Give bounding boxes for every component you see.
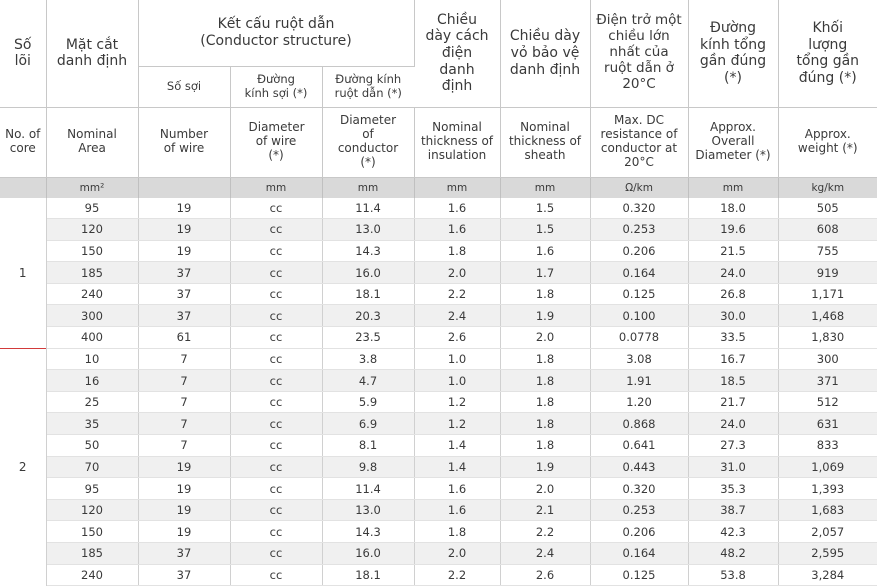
dia-cond-cell: 18.1 [322,564,414,586]
insulation-cell: 1.8 [414,521,500,543]
unit-overall-dia: mm [688,177,778,198]
dia-cond-cell: 23.5 [322,327,414,349]
dia-wire-cell: cc [230,564,322,586]
area-cell: 16 [46,370,138,392]
weight-cell: 1,069 [778,456,877,478]
table-row [0,305,877,327]
dia-cond-cell: 6.9 [322,413,414,435]
area-cell: 300 [46,305,138,327]
area-cell: 95 [46,478,138,500]
num-wire-cell: 7 [138,413,230,435]
header-dia-wire-en: Diameter of wire (*) [230,107,322,177]
table-row [0,240,877,262]
header-insulation-en: Nominal thickness of insulation [414,107,500,177]
sheath-cell: 1.8 [500,370,590,392]
table-row [0,435,877,457]
area-cell: 185 [46,262,138,284]
insulation-cell: 1.6 [414,478,500,500]
dia-wire-cell: cc [230,327,322,349]
header-overall-dia-vi: Đường kính tổng gần đúng (*) [688,0,778,107]
dia-cond-cell: 16.0 [322,543,414,565]
overall-dia-cell: 31.0 [688,456,778,478]
dia-wire-cell: cc [230,348,322,370]
overall-dia-cell: 30.0 [688,305,778,327]
num-wire-cell: 37 [138,305,230,327]
dia-cond-cell: 16.0 [322,262,414,284]
header-area-en: Nominal Area [46,107,138,177]
insulation-cell: 2.0 [414,262,500,284]
resistance-cell: 0.100 [590,305,688,327]
weight-cell: 2,057 [778,521,877,543]
dia-wire-cell: cc [230,219,322,241]
unit-area: mm² [46,177,138,198]
table-row [0,478,877,500]
weight-cell: 755 [778,240,877,262]
overall-dia-cell: 27.3 [688,435,778,457]
unit-sheath: mm [500,177,590,198]
resistance-cell: 1.91 [590,370,688,392]
area-cell: 150 [46,240,138,262]
dia-wire-cell: cc [230,370,322,392]
insulation-cell: 1.4 [414,456,500,478]
num-wire-cell: 19 [138,521,230,543]
dia-cond-cell: 14.3 [322,521,414,543]
header-structure: Kết cấu ruột dẫn (Conductor structure) [138,0,414,66]
table-row [0,262,877,284]
unit-resistance: Ω/km [590,177,688,198]
header-num-wire-en: Number of wire [138,107,230,177]
dia-cond-cell: 13.0 [322,219,414,241]
overall-dia-cell: 24.0 [688,413,778,435]
dia-wire-cell: cc [230,198,322,219]
area-cell: 185 [46,543,138,565]
num-wire-cell: 19 [138,198,230,219]
sheath-cell: 1.8 [500,348,590,370]
sheath-cell: 1.8 [500,413,590,435]
sheath-cell: 1.5 [500,219,590,241]
insulation-cell: 1.2 [414,413,500,435]
overall-dia-cell: 18.0 [688,198,778,219]
unit-weight: kg/km [778,177,877,198]
num-wire-cell: 7 [138,348,230,370]
area-cell: 35 [46,413,138,435]
header-insulation-vi: Chiều dày cách điện danh định [414,0,500,107]
num-wire-cell: 7 [138,391,230,413]
sheath-cell: 1.7 [500,262,590,284]
resistance-cell: 0.206 [590,521,688,543]
overall-dia-cell: 21.7 [688,391,778,413]
table-row [0,413,877,435]
area-cell: 240 [46,283,138,305]
sheath-cell: 1.9 [500,456,590,478]
resistance-cell: 0.125 [590,283,688,305]
resistance-cell: 0.253 [590,219,688,241]
header-core-vi: Số lõi [0,0,46,107]
insulation-cell: 1.2 [414,391,500,413]
weight-cell: 371 [778,370,877,392]
sheath-cell: 1.9 [500,305,590,327]
dia-wire-cell: cc [230,283,322,305]
table-row [0,283,877,305]
num-wire-cell: 37 [138,564,230,586]
num-wire-cell: 61 [138,327,230,349]
resistance-cell: 1.20 [590,391,688,413]
sheath-cell: 2.1 [500,499,590,521]
resistance-cell: 0.443 [590,456,688,478]
weight-cell: 300 [778,348,877,370]
table-row [0,391,877,413]
dia-cond-cell: 20.3 [322,305,414,327]
header-area-vi: Mặt cắt danh định [46,0,138,107]
dia-wire-cell: cc [230,521,322,543]
weight-cell: 1,393 [778,478,877,500]
header-dia-cond-en: Diameter of conductor (*) [322,107,414,177]
num-wire-cell: 37 [138,543,230,565]
header-weight-en: Approx. weight (*) [778,107,877,177]
dia-wire-cell: cc [230,262,322,284]
insulation-cell: 2.4 [414,305,500,327]
num-wire-cell: 19 [138,240,230,262]
resistance-cell: 0.868 [590,413,688,435]
resistance-cell: 3.08 [590,348,688,370]
dia-cond-cell: 8.1 [322,435,414,457]
dia-cond-cell: 9.8 [322,456,414,478]
dia-cond-cell: 18.1 [322,283,414,305]
table-row [0,499,877,521]
table-row [0,219,877,241]
dia-cond-cell: 11.4 [322,478,414,500]
weight-cell: 1,468 [778,305,877,327]
unit-dia-cond: mm [322,177,414,198]
insulation-cell: 2.2 [414,283,500,305]
sheath-cell: 2.4 [500,543,590,565]
header-sheath-en: Nominal thickness of sheath [500,107,590,177]
core-count-cell: 2 [0,348,46,586]
header-overall-dia-en: Approx. Overall Diameter (*) [688,107,778,177]
table-row [0,564,877,586]
table-row [0,521,877,543]
area-cell: 120 [46,499,138,521]
overall-dia-cell: 19.6 [688,219,778,241]
header-dia-wire-vi: Đường kính sợi (*) [230,66,322,107]
unit-core-blank [0,177,46,198]
resistance-cell: 0.164 [590,543,688,565]
insulation-cell: 1.4 [414,435,500,457]
resistance-cell: 0.164 [590,262,688,284]
overall-dia-cell: 53.8 [688,564,778,586]
dia-wire-cell: cc [230,305,322,327]
sheath-cell: 1.6 [500,240,590,262]
dia-wire-cell: cc [230,240,322,262]
dia-wire-cell: cc [230,543,322,565]
overall-dia-cell: 35.3 [688,478,778,500]
num-wire-cell: 37 [138,283,230,305]
sheath-cell: 1.5 [500,198,590,219]
overall-dia-cell: 21.5 [688,240,778,262]
sheath-cell: 2.0 [500,327,590,349]
weight-cell: 505 [778,198,877,219]
dia-cond-cell: 3.8 [322,348,414,370]
insulation-cell: 2.6 [414,327,500,349]
weight-cell: 3,284 [778,564,877,586]
insulation-cell: 1.0 [414,370,500,392]
sheath-cell: 1.8 [500,391,590,413]
resistance-cell: 0.206 [590,240,688,262]
header-resistance-vi: Điện trở một chiều lớn nhất của ruột dẫn ở 20°C [590,0,688,107]
sheath-cell: 2.2 [500,521,590,543]
num-wire-cell: 19 [138,499,230,521]
area-cell: 400 [46,327,138,349]
overall-dia-cell: 26.8 [688,283,778,305]
unit-dia-wire: mm [230,177,322,198]
num-wire-cell: 19 [138,456,230,478]
dia-wire-cell: cc [230,456,322,478]
num-wire-cell: 19 [138,478,230,500]
weight-cell: 833 [778,435,877,457]
dia-wire-cell: cc [230,499,322,521]
overall-dia-cell: 24.0 [688,262,778,284]
dia-wire-cell: cc [230,391,322,413]
resistance-cell: 0.253 [590,499,688,521]
dia-cond-cell: 11.4 [322,198,414,219]
num-wire-cell: 19 [138,219,230,241]
sheath-cell: 1.8 [500,435,590,457]
overall-dia-cell: 16.7 [688,348,778,370]
num-wire-cell: 7 [138,435,230,457]
core-count-cell: 1 [0,198,46,349]
resistance-cell: 0.125 [590,564,688,586]
area-cell: 25 [46,391,138,413]
dia-wire-cell: cc [230,413,322,435]
overall-dia-cell: 42.3 [688,521,778,543]
weight-cell: 608 [778,219,877,241]
header-sheath-vi: Chiều dày vỏ bảo vệ danh định [500,0,590,107]
dia-cond-cell: 4.7 [322,370,414,392]
insulation-cell: 2.0 [414,543,500,565]
num-wire-cell: 37 [138,262,230,284]
area-cell: 240 [46,564,138,586]
num-wire-cell: 7 [138,370,230,392]
header-num-wire-vi: Số sợi [138,66,230,107]
area-cell: 10 [46,348,138,370]
table-row [0,198,877,219]
insulation-cell: 2.2 [414,564,500,586]
dia-wire-cell: cc [230,478,322,500]
table-row [0,370,877,392]
resistance-cell: 0.320 [590,198,688,219]
overall-dia-cell: 48.2 [688,543,778,565]
header-resistance-en: Max. DC resistance of conductor at 20°C [590,107,688,177]
insulation-cell: 1.8 [414,240,500,262]
weight-cell: 1,171 [778,283,877,305]
area-cell: 95 [46,198,138,219]
weight-cell: 1,830 [778,327,877,349]
unit-insulation: mm [414,177,500,198]
insulation-cell: 1.6 [414,219,500,241]
sheath-cell: 2.0 [500,478,590,500]
sheath-cell: 2.6 [500,564,590,586]
weight-cell: 631 [778,413,877,435]
header-dia-cond-vi: Đường kính ruột dẫn (*) [334,71,402,100]
overall-dia-cell: 38.7 [688,499,778,521]
weight-cell: 2,595 [778,543,877,565]
unit-num-wire [138,177,230,198]
table-row [0,456,877,478]
header-weight-vi: Khối lượng tổng gần đúng (*) [796,20,860,86]
overall-dia-cell: 33.5 [688,327,778,349]
header-core-en: No. of core [0,107,46,177]
dia-cond-cell: 5.9 [322,391,414,413]
table-row [0,348,877,370]
table-row [0,543,877,565]
resistance-cell: 0.0778 [590,327,688,349]
resistance-cell: 0.641 [590,435,688,457]
area-cell: 150 [46,521,138,543]
area-cell: 70 [46,456,138,478]
weight-cell: 512 [778,391,877,413]
area-cell: 50 [46,435,138,457]
weight-cell: 1,683 [778,499,877,521]
overall-dia-cell: 18.5 [688,370,778,392]
dia-cond-cell: 14.3 [322,240,414,262]
insulation-cell: 1.6 [414,499,500,521]
table-row [0,327,877,349]
area-cell: 120 [46,219,138,241]
spec-table-body [0,198,877,586]
insulation-cell: 1.0 [414,348,500,370]
resistance-cell: 0.320 [590,478,688,500]
dia-cond-cell: 13.0 [322,499,414,521]
sheath-cell: 1.8 [500,283,590,305]
dia-wire-cell: cc [230,435,322,457]
insulation-cell: 1.6 [414,198,500,219]
weight-cell: 919 [778,262,877,284]
